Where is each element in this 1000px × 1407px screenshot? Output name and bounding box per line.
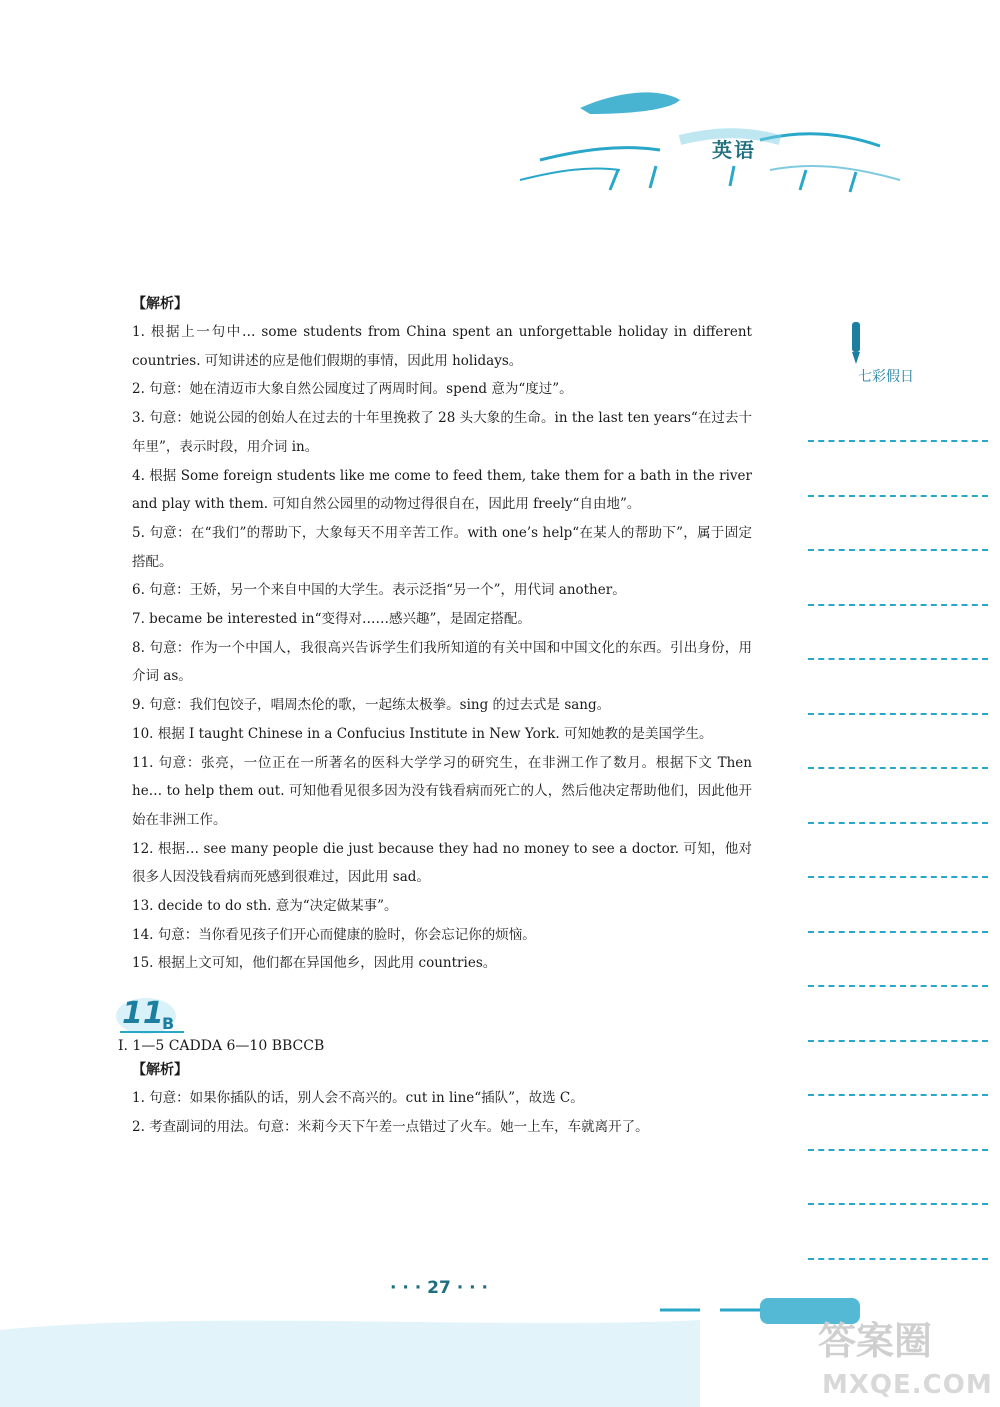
note-line: [808, 1258, 988, 1260]
note-line: [808, 767, 988, 769]
list-item: 7. became be interested in“变得对……感兴趣”，是固定搭配。: [132, 611, 531, 628]
note-line: [808, 1094, 988, 1096]
sidebar-title: 七彩假日: [858, 369, 914, 385]
list-item: 4. 根据 Some foreign students like me come to feed them, take them for a bath in the river and play with them. 可知自然公园里的动物过得很自在，因此用 freely“自由地”。: [132, 467, 752, 513]
answer-line: Ⅰ. 1—5 CADDA 6—10 BBCCB: [118, 1038, 325, 1055]
list-item: 1. 句意：如果你插队的话，别人会不高兴的。cut in line“插队”，故选 C。: [132, 1090, 584, 1107]
unit-header: [118, 986, 752, 1056]
note-line: [808, 1040, 988, 1042]
analysis-list-2: [132, 1084, 752, 1141]
list-item: 15. 根据上文可知，他们都在异国他乡，因此用 countries。: [132, 955, 497, 972]
list-item: 11. 句意：张亮，一位正在一所著名的医科大学学习的研究生，在非洲工作了数月。根据下文 Then he… to help them out. 可知他看见很多因为没有钱看病而死亡的人，然后他决定帮助他们，因此他开始在非洲工作。: [132, 754, 752, 828]
note-line: [808, 495, 988, 497]
note-line: [808, 440, 988, 442]
list-item: 3. 句意：她说公园的创始人在过去的十年里挽救了 28 头大象的生命。in the last ten years“在过去十年里”，表示时段，用介词 in。: [132, 410, 752, 455]
header-decoration: [500, 70, 920, 230]
list-item: 13. decide to do sth. 意为“决定做某事”。: [132, 898, 398, 915]
unit-letter: B: [162, 1014, 175, 1034]
watermark-logo: 答案圈: [818, 1319, 933, 1363]
list-item: 10. 根据 I taught Chinese in a Confucius Institute in New York. 可知她教的是美国学生。: [132, 725, 713, 742]
note-line: [808, 713, 988, 715]
list-item: 14. 句意：当你看见孩子们开心而健康的脸时，你会忘记你的烦恼。: [132, 926, 536, 943]
main-content: [118, 290, 752, 1142]
list-item: 6. 句意：王娇，另一个来自中国的大学生。表示泛指“另一个”，用代词 another。: [132, 582, 626, 599]
note-line: [808, 658, 988, 660]
note-line: [808, 985, 988, 987]
page-number: · · · 27 · · ·: [390, 1278, 488, 1298]
analysis-list: [132, 318, 752, 978]
note-line: [808, 822, 988, 824]
list-item: 8. 句意：作为一个中国人，我很高兴告诉学生们我所知道的有关中国和中国文化的东西。引出身份，用介词 as。: [132, 639, 752, 685]
list-item: 12. 根据… see many people die just because they had no money to see a doctor. 可知，他对很多人因没钱看病而死感到很难过，因此用 sad。: [132, 840, 752, 886]
note-line: [808, 876, 988, 878]
list-item: 1. 根据上一句中… some students from China spent an unforgettable holiday in different countries. 可知讲述的应是他们假期的事情，因此用 holidays。: [132, 324, 752, 369]
list-item: 5. 句意：在“我们”的帮助下，大象每天不用辛苦工作。with one’s help“在某人的帮助下”，属于固定搭配。: [132, 524, 752, 570]
list-item: 9. 句意：我们包饺子，唱周杰伦的歌，一起练太极拳。sing 的过去式是 sang。: [132, 697, 611, 714]
list-item: 2. 考查副词的用法。句意：米莉今天下午差一点错过了火车。她一上车，车就离开了。: [132, 1118, 649, 1135]
subject-label: 英语: [712, 138, 756, 162]
note-line: [808, 1203, 988, 1205]
unit-number: 11: [122, 996, 164, 1032]
analysis-label-2: 【解析】: [132, 1062, 188, 1079]
list-item: 2. 句意：她在清迈市大象自然公园度过了两周时间。spend 意为“度过”。: [132, 381, 573, 398]
analysis-label: 【解析】: [132, 296, 188, 312]
note-lines: [808, 440, 988, 1312]
note-line: [808, 604, 988, 606]
pen-icon: [844, 320, 868, 366]
note-line: [808, 1149, 988, 1151]
note-line: [808, 931, 988, 933]
note-line: [808, 549, 988, 551]
watermark-url: MXQE.COM: [822, 1370, 993, 1400]
